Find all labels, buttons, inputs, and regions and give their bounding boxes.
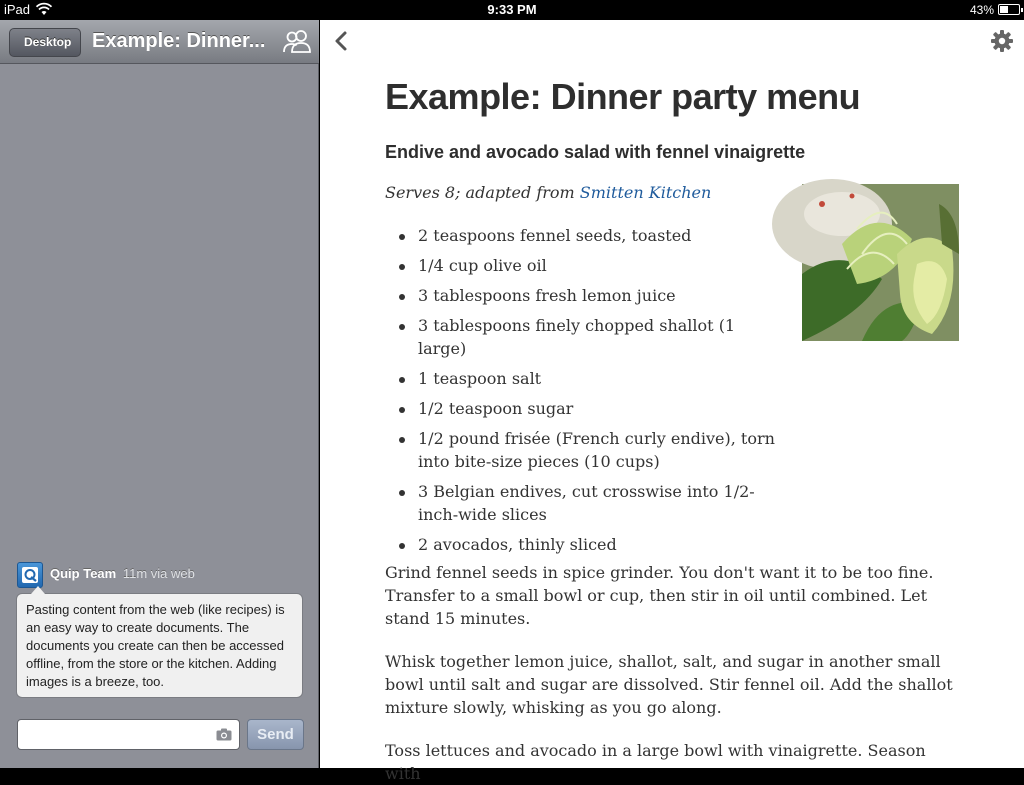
recipe-heading[interactable]: Endive and avocado salad with fennel vinaigrette bbox=[385, 142, 806, 162]
battery-percent: 43% bbox=[969, 3, 994, 17]
document-title[interactable]: Example: Dinner party menu bbox=[385, 76, 861, 117]
author-avatar bbox=[17, 562, 43, 588]
message-header bbox=[50, 566, 195, 581]
list-item[interactable]: 3 tablespoons fresh lemon juice bbox=[385, 284, 785, 307]
message-author: Quip Team bbox=[50, 566, 117, 581]
members-icon[interactable] bbox=[282, 28, 312, 54]
instruction-paragraph[interactable]: Whisk together lemon juice, shallot, salt, and sugar in another small bowl until salt and sugar are dissolved. Stir fennel oil. Add the shallot mixture slowly, whisking as you go along. bbox=[385, 652, 953, 717]
gear-icon[interactable] bbox=[990, 29, 1014, 53]
device-label: iPad bbox=[4, 2, 31, 17]
quip-logo-icon bbox=[21, 566, 39, 584]
back-button[interactable] bbox=[9, 28, 81, 57]
list-item[interactable]: 2 avocados, thinly sliced bbox=[385, 533, 785, 556]
message-meta: 11m via web bbox=[122, 566, 195, 581]
chevron-left-icon[interactable] bbox=[332, 30, 350, 52]
camera-icon[interactable] bbox=[216, 728, 232, 741]
instruction-paragraph[interactable]: Grind fennel seeds in spice grinder. You don't want it to be too fine. Transfer to a small bowl or cup, then stir in oil until combined. Let stand 15 minutes. bbox=[385, 563, 934, 628]
source-link[interactable]: Smitten Kitchen bbox=[579, 183, 712, 202]
list-item[interactable]: 2 teaspoons fennel seeds, toasted bbox=[385, 224, 785, 247]
list-item[interactable]: 1/2 pound frisée (French curly endive), torn into bite-size pieces (10 cups) bbox=[385, 427, 785, 473]
list-item[interactable]: 3 Belgian endives, cut crosswise into 1/2-inch-wide slices bbox=[385, 480, 785, 526]
send-button[interactable]: Send bbox=[247, 719, 304, 750]
salad-photo[interactable] bbox=[802, 184, 959, 341]
serves-text: Serves 8; adapted from bbox=[385, 183, 580, 202]
serves-line[interactable] bbox=[385, 183, 711, 202]
ingredient-list bbox=[385, 224, 785, 563]
sidebar-nav-bar bbox=[0, 20, 319, 64]
instruction-paragraph[interactable]: Toss lettuces and avocado in a large bowl with vinaigrette. Season with bbox=[385, 741, 926, 783]
status-bar bbox=[0, 0, 1024, 20]
list-item[interactable]: 1 teaspoon salt bbox=[385, 367, 785, 390]
conversation-panel bbox=[0, 20, 319, 768]
clock: 9:33 PM bbox=[487, 2, 537, 17]
battery-icon bbox=[998, 4, 1020, 15]
sidebar-title[interactable]: Example: Dinner... bbox=[92, 30, 266, 52]
list-item[interactable]: 1/2 teaspoon sugar bbox=[385, 397, 785, 420]
message-input[interactable] bbox=[17, 719, 240, 750]
list-item[interactable]: 3 tablespoons finely chopped shallot (1 large) bbox=[385, 314, 785, 360]
list-item[interactable]: 1/4 cup olive oil bbox=[385, 254, 785, 277]
document-view bbox=[320, 20, 1024, 783]
back-button-label: Desktop bbox=[24, 35, 72, 49]
message-bubble: Pasting content from the web (like recipes) is an easy way to create documents. The documents you create can then be accessed offline, from the store or the kitchen. Adding images is a breeze, too. bbox=[16, 593, 303, 698]
